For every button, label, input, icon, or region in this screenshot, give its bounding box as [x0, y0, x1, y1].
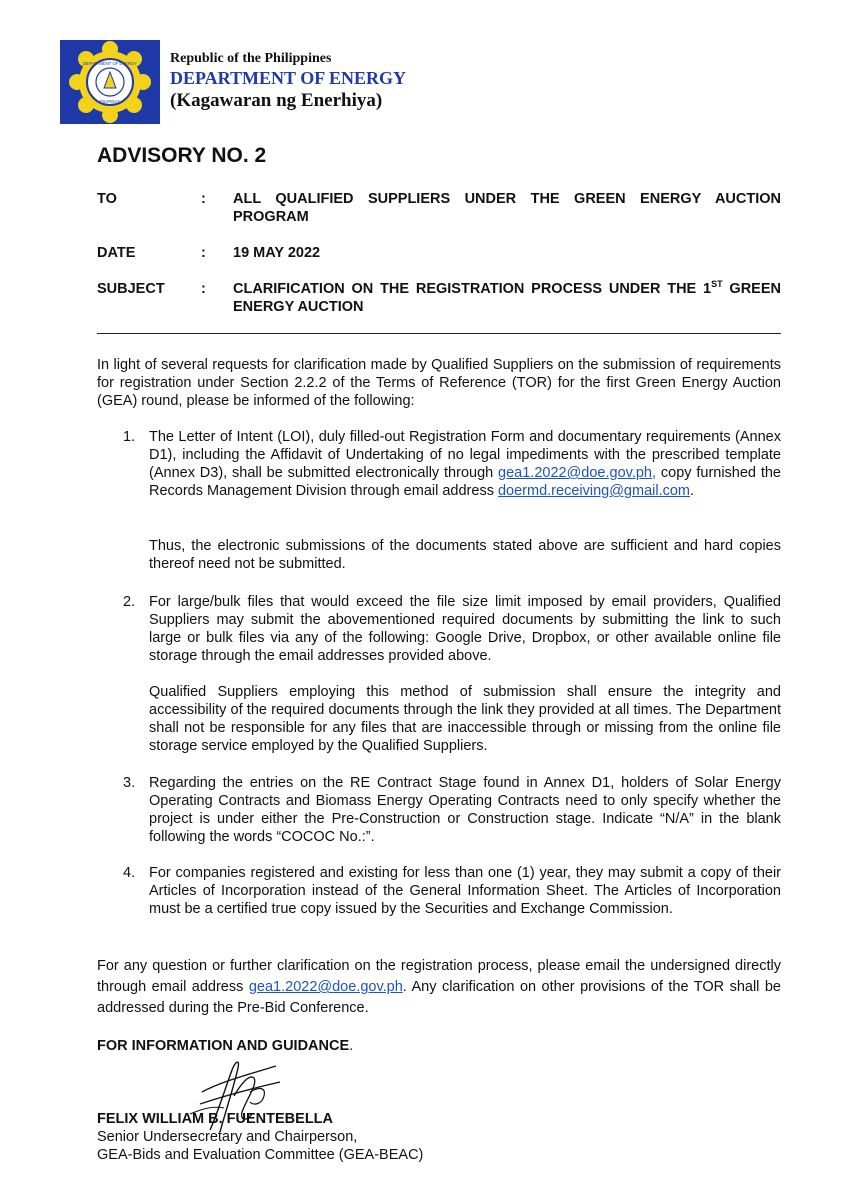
email-link-contact[interactable]: gea1.2022@doe.gov.ph	[248, 979, 403, 995]
email-link-records[interactable]: doermd.receiving@gmail.com	[497, 483, 690, 499]
list-item-text: For large/bulk files that would exceed the file size limit imposed by email providers, Qualified Suppliers may submit the abovementioned required documents by submitting the link to such large or bulk files via any of the following: Google Drive, Dropbox, or other available online file storage through the email addresses provided above.	[149, 594, 781, 664]
list-number: 3.	[123, 775, 136, 791]
to-value: ALL QUALIFIED SUPPLIERS UNDER THE GREEN ENERGY AUCTION PROGRAM	[233, 191, 781, 225]
advisory-title: ADVISORY NO. 2	[97, 144, 267, 167]
doe-seal-logo	[60, 40, 160, 124]
svg-text:PILIPINAS: PILIPINAS	[99, 99, 121, 104]
department-name-filipino: (Kagawaran ng Enerhiya)	[170, 90, 383, 111]
signatory-name: FELIX WILLIAM B. FUENTEBELLA	[97, 1111, 334, 1127]
list-number: 4.	[123, 865, 136, 881]
republic-line: Republic of the Philippines	[170, 51, 332, 66]
signatory-block	[97, 1110, 423, 1164]
closing-line: FOR INFORMATION AND GUIDANCE.	[97, 1038, 354, 1054]
subject-label: SUBJECT	[97, 281, 165, 297]
list-number: 1.	[123, 429, 136, 445]
list-item-text: The Letter of Intent (LOI), duly filled-out Registration Form and documentary requirements (Annex D1), including the Affidavit of Undertaking of no legal impediments with the prescribed template (Annex D3), shall be submitted electronically through gea1.2022@doe.gov.ph, copy furnished the Records Management Division through email address doermd.receiving@gmail.com.	[149, 429, 781, 499]
intro-paragraph: In light of several requests for clarification made by Qualified Suppliers on the submission of requirements for registration under Section 2.2.2 of the Terms of Reference (TOR) for the first Green Energy Auction (GEA) round, please be informed of the following:	[97, 357, 781, 409]
final-paragraph: For any question or further clarification on the registration process, please email the undersigned directly through email address gea1.2022@doe.gov.ph. Any clarification on other provisions of the TOR shall be addressed during the Pre-Bid Conference.	[97, 958, 781, 1016]
email-link-gea[interactable]: gea1.2022@doe.gov.ph,	[498, 465, 657, 481]
date-value: 19 MAY 2022	[233, 245, 321, 261]
signatory-committee: GEA-Bids and Evaluation Committee (GEA-BEAC)	[97, 1147, 424, 1163]
to-label: TO	[97, 191, 117, 207]
list-number: 2.	[123, 594, 136, 610]
to-colon: :	[201, 191, 206, 207]
date-colon: :	[201, 245, 206, 261]
list-item-text: Regarding the entries on the RE Contract Stage found in Annex D1, holders of Solar Energy Operating Contracts and Biomass Energy Operating Contracts need to only specify whether the project is under either the Pre-Construction or Construction stage. Indicate “N/A” in the blank following the words “COCOC No.:”.	[149, 775, 781, 845]
subject-colon: :	[201, 281, 206, 297]
letterhead	[170, 50, 406, 113]
date-label: DATE	[97, 245, 136, 261]
header-divider	[97, 333, 781, 334]
department-name: DEPARTMENT OF ENERGY	[170, 68, 407, 88]
list-item-text: For companies registered and existing for less than one (1) year, they may submit a copy of their Articles of Incorporation instead of the General Information Sheet. The Articles of Incorporation must be a certified true copy issued by the Securities and Exchange Commission.	[149, 865, 781, 917]
signatory-title: Senior Undersecretary and Chairperson,	[97, 1129, 358, 1145]
subject-value: CLARIFICATION ON THE REGISTRATION PROCESS UNDER THE 1ST GREEN ENERGY AUCTION	[233, 279, 781, 315]
list-item-followup: Thus, the electronic submissions of the documents stated above are sufficient and hard copies thereof need not be submitted.	[149, 538, 781, 572]
svg-text:DEPARTMENT OF ENERGY: DEPARTMENT OF ENERGY	[82, 61, 138, 66]
list-item-followup: Qualified Suppliers employing this method of submission shall ensure the integrity and accessibility of the required documents through the link they provided at all times. The Department shall not be responsible for any files that are inaccessible through or missing from the online file storage service employed by the Qualified Suppliers.	[149, 684, 781, 754]
